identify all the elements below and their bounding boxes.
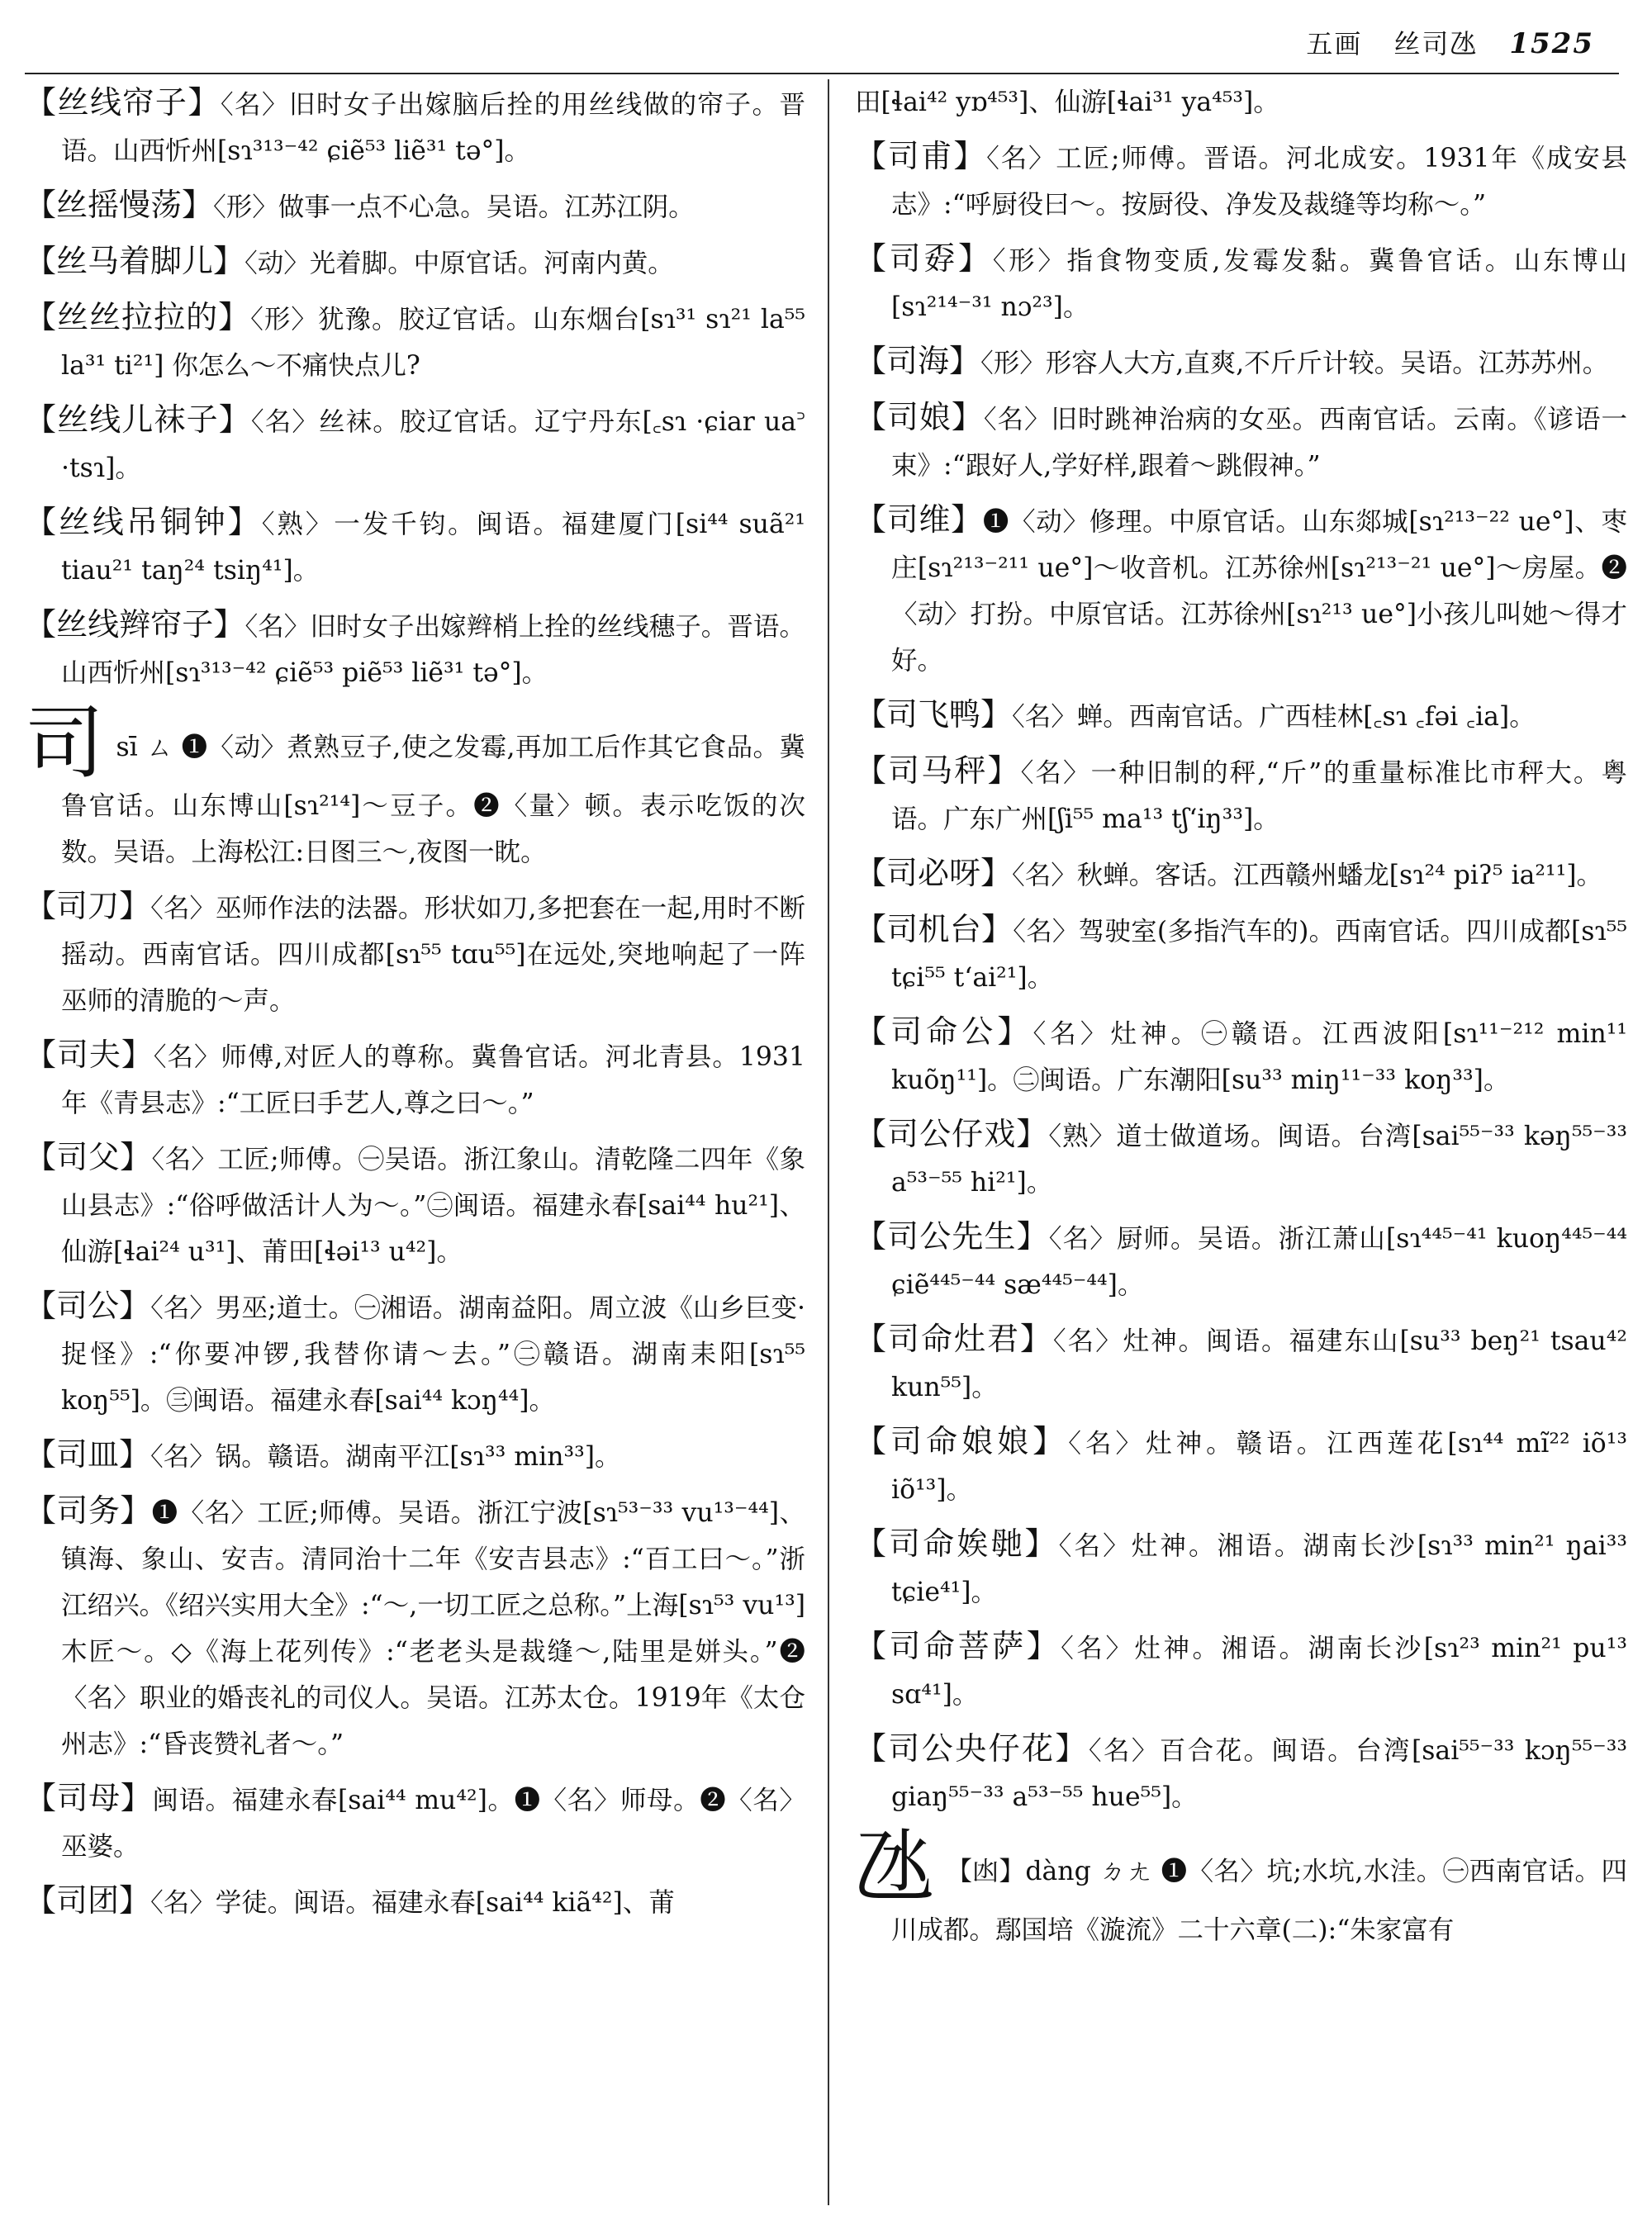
running-header bbox=[1306, 23, 1594, 61]
entry-definition: 〈形〉指食物变质,发霉发黏。冀鲁官话。山东博山[sɿ²¹⁴⁻³¹ nɔ²³]。 bbox=[891, 246, 1627, 322]
entry-definition: 〈名〉灶神。闽语。福建东山[su³³ beŋ²¹ tsau⁴² kun⁵⁵]。 bbox=[891, 1326, 1627, 1402]
dictionary-entry bbox=[855, 1213, 1627, 1308]
entry-definition: 〈名〉灶神。㊀赣语。江西波阳[sɿ¹¹⁻²¹² min¹¹ kuõŋ¹¹]。㊁闽语。广东潮阳[su³³ miŋ¹¹⁻³³ koŋ³³]。 bbox=[891, 1019, 1627, 1095]
entry-definition: 〈名〉学徒。闽语。福建永春[sai⁴⁴ kiã⁴²]、莆 bbox=[150, 1888, 675, 1918]
entry-headword: 【司娘】 bbox=[855, 399, 984, 435]
entry-definition: 〈名〉旧时跳神治病的女巫。西南官话。云南。《谚语一束》:“跟好人,学好样,跟着～跳假神。” bbox=[891, 405, 1627, 481]
entry-headword: 【丝线儿袜子】 bbox=[25, 401, 251, 438]
entry-definition: 〈形〉犹豫。胶辽官话。山东烟台[sɿ³¹ sɿ²¹ la⁵⁵ la³¹ ti²¹] 你怎么～不痛快点儿? bbox=[61, 305, 805, 381]
entry-headword: 【司机台】 bbox=[855, 911, 1014, 947]
entry-headword: 【司命娭毑】 bbox=[855, 1525, 1059, 1562]
dictionary-entry bbox=[855, 79, 1627, 126]
dictionary-entry bbox=[25, 1283, 805, 1424]
dictionary-entry bbox=[25, 182, 805, 230]
dictionary-entry bbox=[25, 1134, 805, 1275]
entry-definition: 〈名〉锅。赣语。湖南平江[sɿ³³ min³³]。 bbox=[150, 1442, 621, 1472]
entry-headword: 【司公仔戏】 bbox=[855, 1116, 1049, 1152]
page-number: 1525 bbox=[1509, 27, 1594, 60]
entry-headword: 【丝马着脚儿】 bbox=[25, 243, 245, 279]
entry-definition: 〈名〉工匠;师傅。㊀吴语。浙江象山。清乾隆二四年《象山县志》:“俗呼做活计人为～。”㊁闽语。福建永春[sai⁴⁴ hu²¹]、仙游[ɬai²⁴ u³¹]、莆田[ɬəi¹³ u⁴²]。 bbox=[61, 1145, 805, 1267]
column-divider bbox=[828, 79, 829, 2205]
dictionary-entry bbox=[855, 747, 1627, 842]
dictionary-entry bbox=[25, 1775, 805, 1870]
entry-definition: 〈名〉百合花。闽语。台湾[sai⁵⁵⁻³³ kɔŋ⁵⁵⁻³³ giaŋ⁵⁵⁻³³ a⁵³⁻⁵⁵ hue⁵⁵]。 bbox=[891, 1736, 1627, 1812]
dictionary-entry bbox=[25, 697, 806, 875]
dictionary-entry bbox=[855, 133, 1627, 228]
dictionary-entry bbox=[25, 294, 805, 389]
entry-headword: 【司命娘娘】 bbox=[855, 1423, 1069, 1459]
dictionary-entry bbox=[25, 1487, 805, 1767]
entry-definition: 〈熟〉道士做道场。闽语。台湾[sai⁵⁵⁻³³ kəŋ⁵⁵⁻³³ a⁵³⁻⁵⁵ hi²¹]。 bbox=[891, 1122, 1627, 1198]
entry-definition: 〈动〉光着脚。中原官话。河南内黄。 bbox=[244, 249, 674, 278]
entry-headword: 【司甫】 bbox=[855, 138, 987, 174]
dictionary-entry bbox=[25, 1431, 805, 1480]
dictionary-entry bbox=[855, 1418, 1627, 1513]
dictionary-entry bbox=[855, 338, 1627, 387]
entry-headword: 【司飞鸭】 bbox=[855, 696, 1013, 733]
entry-definition: 〈名〉驾驶室(多指汽车的)。西南官话。四川成都[sɿ⁵⁵ tɕi⁵⁵ tʻai²¹]。 bbox=[891, 917, 1627, 993]
dictionary-entry bbox=[25, 238, 805, 287]
entry-headword: 【丝摇慢荡】 bbox=[25, 187, 214, 223]
entry-definition: 田[ɬai⁴² yɒ⁴⁵³]、仙游[ɬai³¹ ya⁴⁵³]。 bbox=[855, 88, 1279, 117]
right-column bbox=[855, 79, 1627, 1961]
dictionary-entry bbox=[855, 691, 1627, 740]
entry-headword: 【司马秤】 bbox=[855, 752, 1021, 789]
entry-headword: 【丝线帘子】 bbox=[25, 84, 221, 121]
entry-headword: 【司公央仔花】 bbox=[855, 1730, 1089, 1767]
dictionary-entry bbox=[855, 1111, 1627, 1206]
dictionary-entry bbox=[25, 499, 805, 594]
entry-definition: 〈名〉工匠;师傅。晋语。河北成安。1931年《成安县志》:“呼厨役曰～。按厨役、净发及裁缝等均称～。” bbox=[891, 144, 1627, 220]
entry-definition: 〈形〉做事一点不心急。吴语。江苏江阴。 bbox=[213, 192, 695, 222]
entry-headword: 【司父】 bbox=[25, 1139, 152, 1175]
dictionary-entry bbox=[855, 1821, 1627, 1953]
entry-headword: 【司孬】 bbox=[855, 240, 993, 277]
header-rule bbox=[25, 73, 1619, 74]
entry-definition: 〈名〉丝袜。胶辽官话。辽宁丹东[꜀sɿ ·ɕiar ua꜄ ·tsɿ]。 bbox=[61, 407, 805, 483]
dictionary-entry bbox=[855, 1008, 1627, 1103]
dictionary-entry bbox=[25, 396, 805, 491]
dictionary-entry bbox=[855, 496, 1627, 684]
entry-headword: 【司海】 bbox=[855, 343, 981, 379]
dictionary-entry bbox=[855, 394, 1627, 489]
entry-headword: 【丝丝拉拉的】 bbox=[25, 299, 251, 335]
entry-headword: 【丝线辫帘子】 bbox=[25, 606, 245, 643]
entry-definition: 〈名〉旧时女子出嫁脑后拴的用丝线做的帘子。晋语。山西忻州[sɿ³¹³⁻⁴² ɕiẽ⁵³ liẽ³¹ tə°]。 bbox=[61, 90, 805, 166]
left-column bbox=[25, 79, 805, 1933]
dictionary-entry bbox=[25, 883, 805, 1024]
entry-headword: 【司务】 bbox=[25, 1492, 152, 1529]
header-chars: 丝司氹 bbox=[1393, 28, 1479, 59]
entry-definition: 〈名〉厨师。吴语。浙江萧山[sɿ⁴⁴⁵⁻⁴¹ kuoŋ⁴⁴⁵⁻⁴⁴ ɕiẽ⁴⁴⁵⁻⁴⁴ sæ⁴⁴⁵⁻⁴⁴]。 bbox=[891, 1224, 1627, 1300]
entry-definition: 【凼】dàng ㄉㄤ ❶〈名〉坑;水坑,水洼。㊀西南官话。四川成都。鄢国培《漩流》二十六章(二):“朱家富有 bbox=[891, 1857, 1627, 1945]
entry-definition: 〈熟〉一发千钧。闽语。福建厦门[si⁴⁴ suã²¹ tiau²¹ taŋ²⁴ tsiŋ⁴¹]。 bbox=[61, 510, 805, 586]
entry-headword: 【司皿】 bbox=[25, 1436, 151, 1473]
dictionary-entry bbox=[855, 1521, 1627, 1616]
character-headword: 氹 bbox=[855, 1821, 935, 1914]
dictionary-entry bbox=[855, 1725, 1627, 1820]
entry-definition: 〈名〉蝉。西南官话。广西桂林[꜀sɿ ꜀fəi ꜀ia]。 bbox=[1012, 702, 1536, 732]
entry-headword: 【司刀】 bbox=[25, 888, 151, 924]
entry-headword: 【司公先生】 bbox=[855, 1218, 1049, 1255]
entry-headword: 【司命公】 bbox=[855, 1013, 1033, 1050]
entry-headword: 【司团】 bbox=[25, 1882, 151, 1919]
entry-definition: ❶〈名〉工匠;师傅。吴语。浙江宁波[sɿ⁵³⁻³³ vu¹³⁻⁴⁴]、镇海、象山、安吉。清同治十二年《安吉县志》:“百工曰～。”浙江绍兴。《绍兴实用大全》:“～,一切工匠之总称。”上海[sɿ⁵³ vu¹³]木匠～。◇《海上花列传》:“老老头是裁缝～,陆里是姘头。”❷〈名〉职业的婚丧礼的司仪人。吴语。江苏太仓。1919年《太仓州志》:“昏丧赞礼者～。” bbox=[61, 1498, 805, 1759]
entry-definition: 〈名〉师傅,对匠人的尊称。冀鲁官话。河北青县。1931年《青县志》:“工匠曰手艺人,尊之曰～。” bbox=[61, 1042, 805, 1118]
entry-headword: 【司母】 bbox=[25, 1780, 153, 1816]
header-section: 五画 bbox=[1306, 28, 1363, 59]
entry-headword: 【司命菩萨】 bbox=[855, 1628, 1061, 1664]
entry-definition: 闽语。福建永春[sai⁴⁴ mu⁴²]。❶〈名〉师母。❷〈名〉巫婆。 bbox=[61, 1786, 805, 1862]
entry-definition: 〈名〉男巫;道士。㊀湘语。湖南益阳。周立波《山乡巨变·捉怪》:“你要冲锣,我替你请～去。”㊁赣语。湖南耒阳[sɿ⁵⁵ koŋ⁵⁵]。㊂闽语。福建永春[sai⁴⁴ kɔŋ⁴⁴]。 bbox=[61, 1293, 805, 1416]
entry-definition: 〈名〉一种旧制的秤,“斤”的重量标准比市秤大。粤语。广东广州[ʃi⁵⁵ ma¹³ tʃʻiŋ³³]。 bbox=[891, 758, 1627, 834]
entry-headword: 【司命灶君】 bbox=[855, 1321, 1053, 1357]
dictionary-entry bbox=[25, 1877, 805, 1926]
entry-headword: 【司公】 bbox=[25, 1288, 151, 1324]
entry-definition: 〈名〉旧时女子出嫁辫梢上拴的丝线穗子。晋语。山西忻州[sɿ³¹³⁻⁴² ɕiẽ⁵³ piẽ⁵³ liẽ³¹ tə°]。 bbox=[61, 612, 805, 688]
dictionary-entry bbox=[25, 601, 805, 696]
entry-headword: 【司维】 bbox=[855, 501, 983, 538]
entry-headword: 【丝线吊铜钟】 bbox=[25, 504, 262, 540]
dictionary-entry bbox=[25, 1032, 805, 1127]
dictionary-entry bbox=[855, 235, 1627, 330]
entry-definition: 〈名〉灶神。湘语。湖南长沙[sɿ³³ min²¹ ŋai³³ tɕie⁴¹]。 bbox=[891, 1531, 1627, 1607]
entry-definition: 〈名〉巫师作法的法器。形状如刀,多把套在一起,用时不断摇动。西南官话。四川成都[sɿ⁵⁵ tɑu⁵⁵]在远处,突地响起了一阵巫师的清脆的～声。 bbox=[61, 894, 805, 1016]
entry-definition: 〈名〉灶神。湘语。湖南长沙[sɿ²³ min²¹ pu¹³ sɑ⁴¹]。 bbox=[891, 1634, 1627, 1710]
dictionary-entry bbox=[855, 1623, 1627, 1718]
dictionary-entry bbox=[855, 850, 1627, 899]
entry-definition: 〈形〉形容人大方,直爽,不斤斤计较。吴语。江苏苏州。 bbox=[980, 349, 1609, 378]
entry-definition: ❶〈动〉修理。中原官话。山东郯城[sɿ²¹³⁻²² ue°]、枣庄[sɿ²¹³⁻²¹¹ ue°]～收音机。江苏徐州[sɿ²¹³⁻²¹ ue°]～房屋。❷〈动〉打扮。中原官话。江苏徐州[sɿ²¹³ ue°]小孩儿叫她～得才好。 bbox=[891, 507, 1627, 676]
entry-headword: 【司夫】 bbox=[25, 1037, 154, 1073]
entry-definition: sī ㄙ ❶〈动〉煮熟豆子,使之发霉,再加工后作其它食品。冀鲁官话。山东博山[sɿ²¹⁴]～豆子。❷〈量〉顿。表示吃饭的次数。吴语。上海松江:日图三～,夜图一眈。 bbox=[61, 733, 806, 867]
dictionary-entry bbox=[25, 79, 805, 174]
character-headword: 司 bbox=[25, 697, 105, 790]
entry-definition: 〈名〉灶神。赣语。江西莲花[sɿ⁴⁴ mĩ²² iõ¹³ iõ¹³]。 bbox=[891, 1429, 1627, 1505]
entry-headword: 【司必呀】 bbox=[855, 855, 1013, 891]
dictionary-entry bbox=[855, 1316, 1627, 1411]
entry-definition: 〈名〉秋蝉。客话。江西赣州蟠龙[sɿ²⁴ piʔ⁵ ia²¹¹]。 bbox=[1012, 861, 1603, 890]
dictionary-entry bbox=[855, 906, 1627, 1001]
